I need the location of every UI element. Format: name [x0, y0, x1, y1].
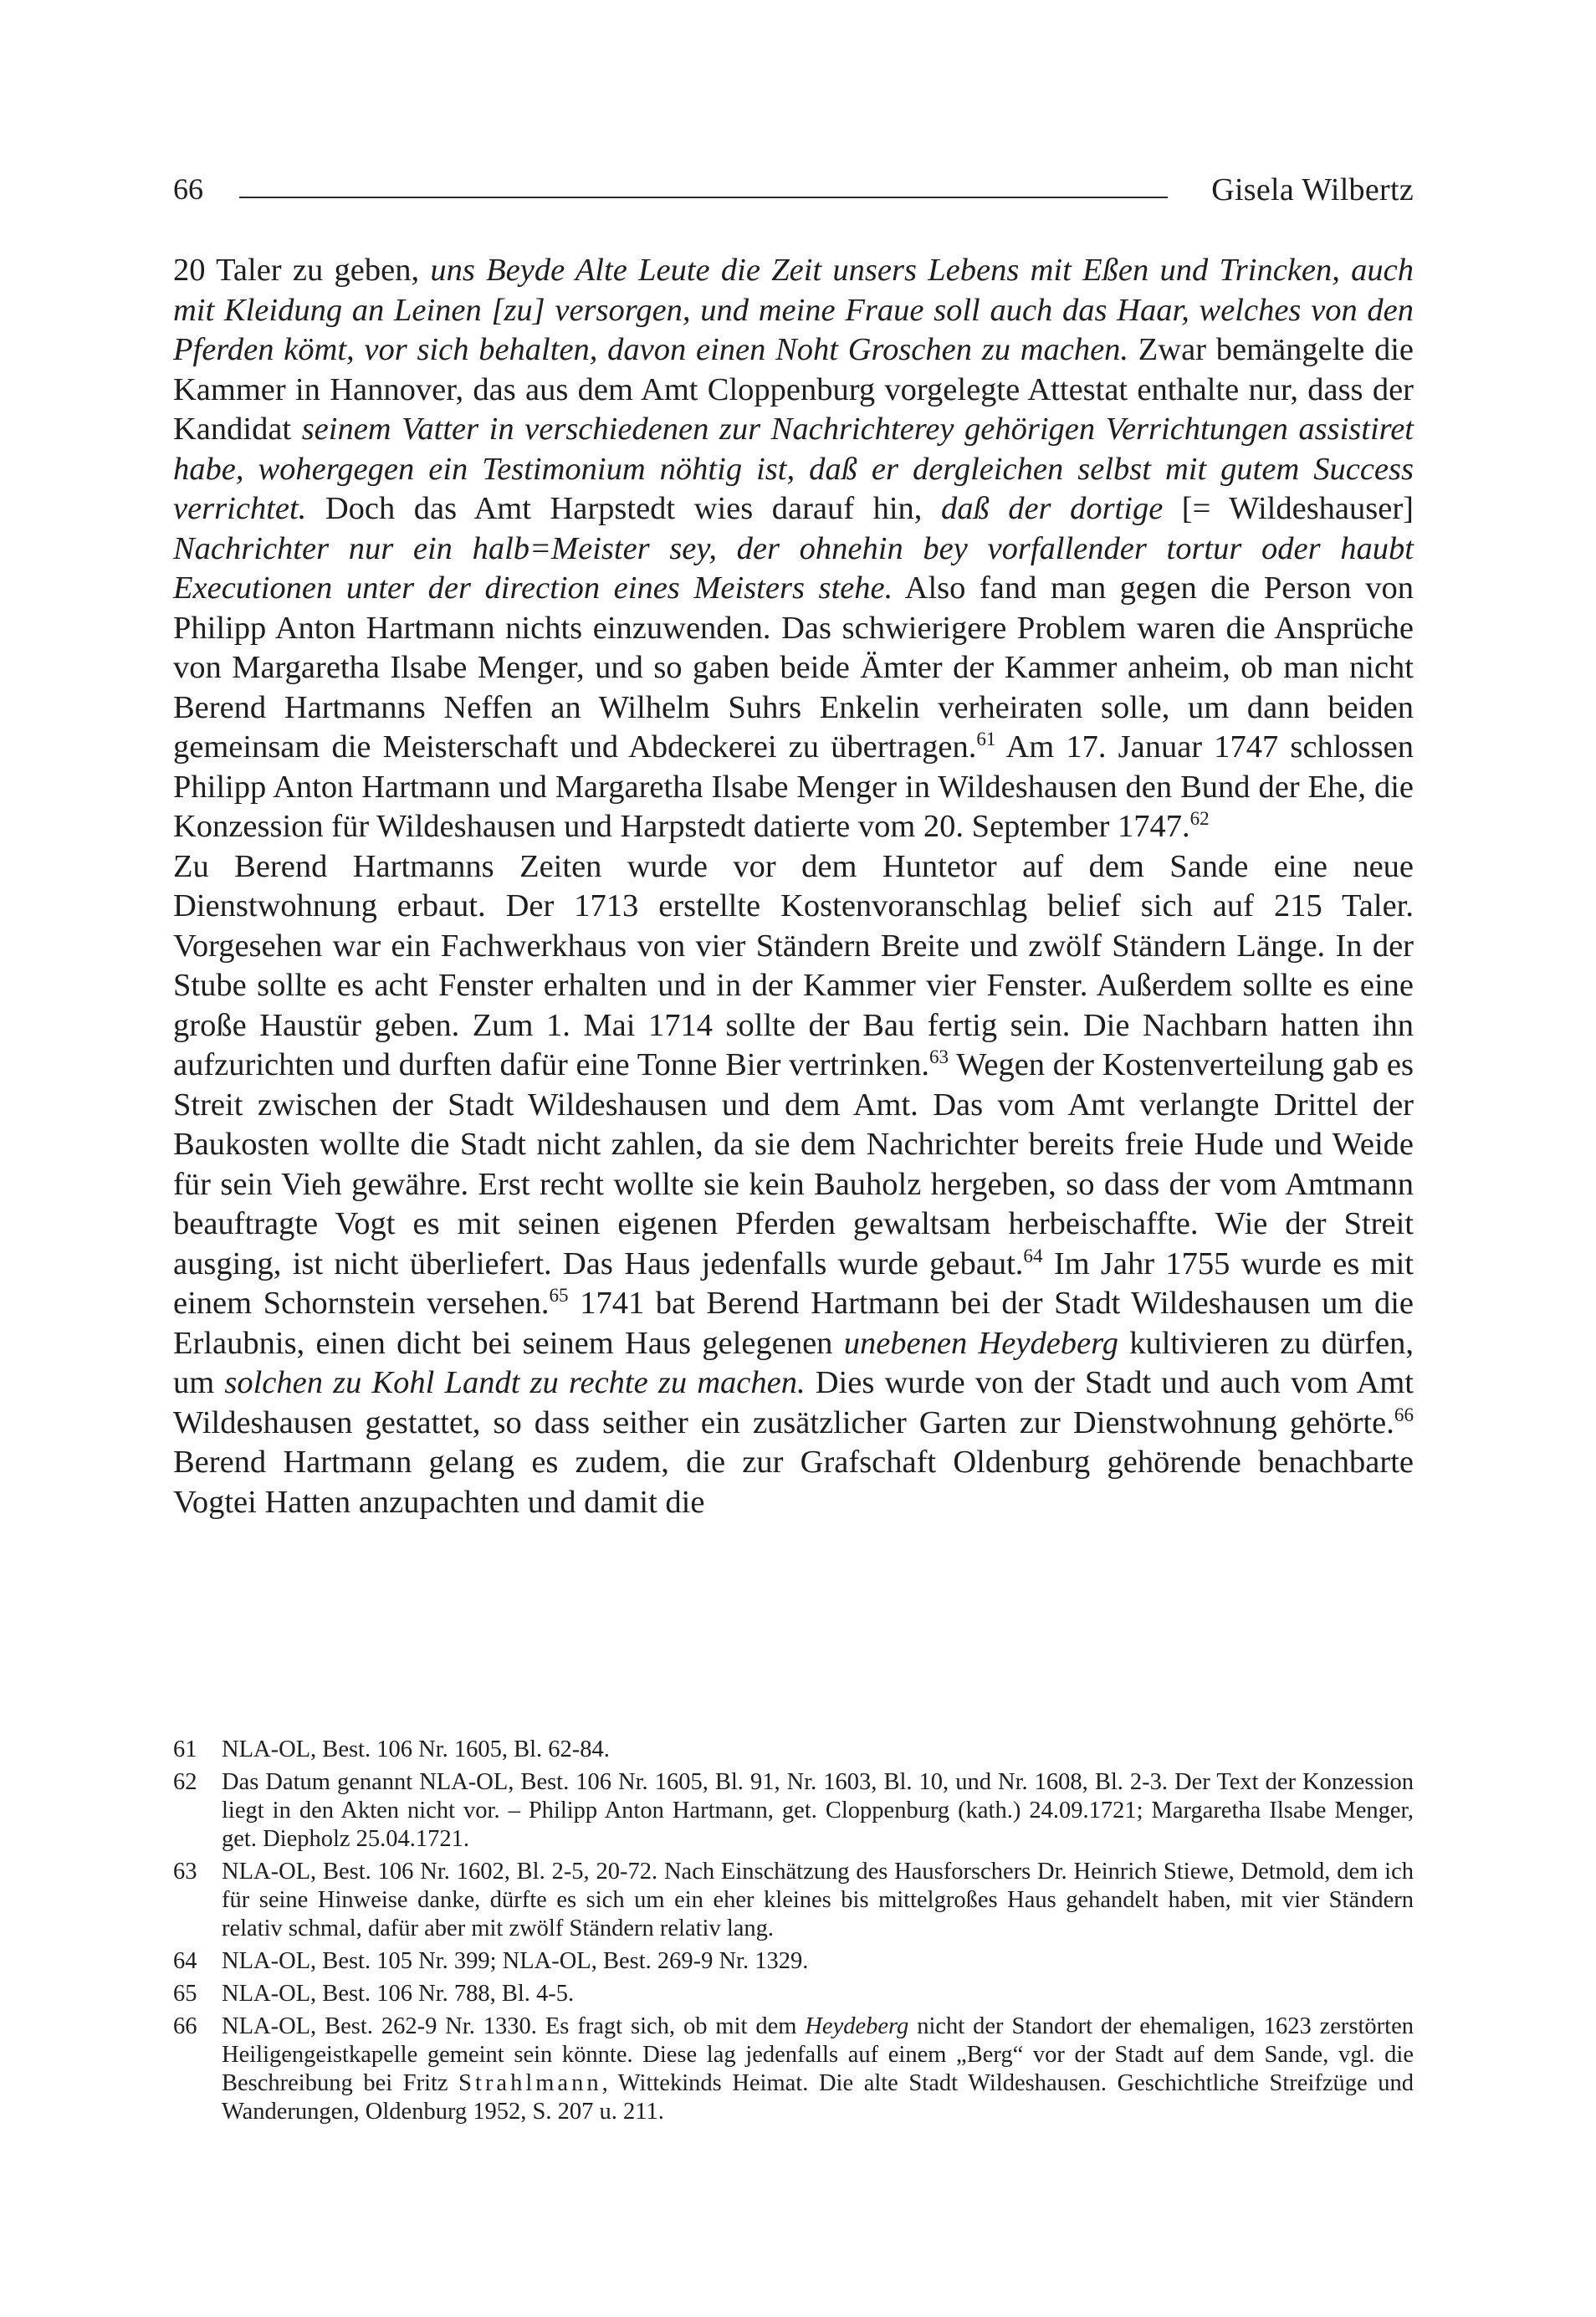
footnote-text: NLA-OL, Best. 106 Nr. 1602, Bl. 2-5, 20-72. Nach Einschätzung des Hausforschers Dr. Heinrich Stiewe, Detmold, dem ich für seine Hinweise danke, dürfte es sich um ein eher kleines bis mittelgroßes Haus gehandelt haben, mit vier Ständern relativ schmal, dafür aber mit zwölf Ständern relativ lang.	[222, 1859, 1414, 1941]
footnote-63	[173, 1858, 1414, 1943]
footnote-65	[173, 1980, 1414, 2008]
text-run: Dies wurde von der Stadt und auch vom Amt Wildeshausen gestattet, so dass seither ein zusätzlicher Garten zur Dienstwohnung gehörte.	[173, 1365, 1414, 1440]
footnote-text: Das Datum genannt NLA-OL, Best. 106 Nr. 1605, Bl. 91, Nr. 1603, Bl. 10, und Nr. 1608, Bl. 2-3. Der Text der Konzession liegt in den Akten nicht vor. – Philipp Anton Hartmann, get. Cloppenburg (kath.) 24.09.1721; Margaretha Ilsabe Menger, get. Diepholz 25.04.1721.	[222, 1769, 1414, 1852]
footnote-66	[173, 2013, 1414, 2126]
running-head-author: Gisela Wilbertz	[1211, 172, 1414, 207]
footnote-64	[173, 1947, 1414, 1976]
paragraph-2	[173, 847, 1414, 1523]
footnote-number: 62	[173, 1769, 197, 1795]
footnote-ref-63[interactable]: 63	[928, 1046, 949, 1068]
footnote-62	[173, 1768, 1414, 1854]
quote-italic: seinem Vatter in verschiedenen zur Nachrichterey gehörigen Verrichtungen assistiret habe, wohergegen ein Testimonium nöhtig ist, daß er dergleichen selbst mit gutem Success verrichtet.	[173, 412, 1414, 526]
author-name-spaced: Strahlmann	[458, 2070, 602, 2096]
quote-italic: unebenen Heydeberg	[843, 1325, 1118, 1361]
text-run: Doch das Amt Harpstedt wies darauf hin,	[306, 491, 941, 526]
text-run: , Wittekinds Heimat. Die alte Stadt Wildeshausen. Geschichtliche Streifzüge und Wanderungen, Oldenburg 1952, S. 207 u. 211.	[222, 2070, 1414, 2125]
footnote-text: NLA-OL, Best. 106 Nr. 1605, Bl. 62-84.	[222, 1736, 610, 1762]
text-run: 1741 bat Berend Hartmann bei der Stadt Wildeshausen um die Erlaubnis, einen dicht bei seinem Haus gelegenen	[173, 1286, 1414, 1361]
footnote-61	[173, 1736, 1414, 1764]
text-run: Zu Berend Hartmanns Zeiten wurde vor dem Huntetor auf dem Sande eine neue Dienstwohnung erbaut. Der 1713 erstellte Kostenvoranschlag belief sich auf 215 Taler. Vorgesehen war ein Fachwerkhaus von vier Ständern Breite und zwölf Ständern Länge. In der Stube sollte es acht Fenster erhalten und in der Kammer vier Fenster. Außerdem sollte es eine große Haustür geben. Zum 1. Mai 1714 sollte der Bau fertig sein. Die Nachbarn hatten ihn aufzurichten und durften dafür eine Tonne Bier vertrinken.	[173, 848, 1414, 1082]
footnote-ref-62[interactable]: 62	[1189, 807, 1210, 830]
quote-italic: Heydeberg	[805, 2013, 909, 2039]
page-number: 66	[173, 172, 203, 206]
footnote-number: 66	[173, 2013, 197, 2039]
quote-italic: Nachrichter nur ein halb=Meister sey, der ohnehin bey vorfallender tortur oder haubt Executionen unter der direction eines Meisters stehe.	[173, 530, 1414, 606]
text-run: nicht der Standort der ehemaligen, 1623 zerstörten Heiligengeistkapelle gemeint sein könnte. Diese lag jedenfalls auf einem „Berg“ vor der Stadt auf dem Sande, vgl. die Beschreibung bei Fritz	[222, 2013, 1414, 2096]
footnote-number: 65	[173, 1981, 197, 2007]
text-run: Also fand man gegen die Person von Philipp Anton Hartmann nichts einzuwenden. Das schwierigere Problem waren die Ansprüche von Margaretha Ilsabe Menger, und so gaben beide Ämter der Kammer anheim, ob man nicht Berend Hartmanns Neffen an Wilhelm Suhrs Enkelin verheiraten solle, um dann beiden gemeinsam die Meisterschaft und Abdeckerei zu übertragen.	[173, 570, 1414, 765]
quote-italic: solchen zu Kohl Landt zu rechte zu machen.	[224, 1365, 806, 1400]
text-run: Wegen der Kostenverteilung gab es Streit zwischen der Stadt Wildeshausen und dem Amt. Das vom Amt verlangte Drittel der Baukosten wollte die Stadt nicht zahlen, da sie dem Nachrichter bereits freie Hude und Weide für sein Vieh gewähre. Erst recht wollte sie kein Bauholz hergeben, so dass der vom Amtmann beauftragte Vogt es mit seinen eigenen Pferden gewaltsam herbeischaffte. Wie der Streit ausging, ist nicht überliefert. Das Haus jedenfalls wurde gebaut.	[173, 1047, 1414, 1281]
text-run: NLA-OL, Best. 262-9 Nr. 1330. Es fragt sich, ob mit dem	[222, 2013, 806, 2039]
paragraph-1	[173, 251, 1414, 847]
footnotes	[173, 1736, 1414, 2130]
footnote-text	[222, 2013, 1414, 2126]
footnote-number: 64	[173, 1948, 197, 1974]
footnote-text: NLA-OL, Best. 106 Nr. 788, Bl. 4-5.	[222, 1981, 575, 2007]
text-run: [= Wildeshauser]	[1163, 491, 1414, 526]
header-rule	[239, 197, 1168, 198]
text-run: kultivieren zu dürfen, um	[173, 1325, 1414, 1400]
text-run: Berend Hartmann gelang es zudem, die zur Grafschaft Oldenburg gehörende benachbarte Vogtei Hatten anzupachten und damit die	[173, 1445, 1414, 1520]
text-run: Zwar bemängelte die Kammer in Hannover, das aus dem Amt Cloppenburg vorgelegte Attestat enthalte nur, dass der Kandidat	[173, 332, 1414, 447]
text-run: 20 Taler zu geben,	[173, 253, 431, 288]
footnote-ref-64[interactable]: 64	[1023, 1244, 1043, 1266]
text-run: Im Jahr 1755 wurde es mit einem Schornstein versehen.	[173, 1245, 1414, 1321]
body-text	[173, 251, 1414, 1522]
footnote-number: 61	[173, 1736, 197, 1762]
footnote-ref-66[interactable]: 66	[1394, 1403, 1414, 1425]
footnote-text: NLA-OL, Best. 105 Nr. 399; NLA-OL, Best. 269-9 Nr. 1329.	[222, 1948, 809, 1974]
text-run: Am 17. Januar 1747 schlossen Philipp Anton Hartmann und Margaretha Ilsabe Menger in Wildeshausen den Bund der Ehe, die Konzession für Wildeshausen und Harpstedt datierte vom 20. September 1747.	[173, 729, 1414, 844]
footnote-ref-65[interactable]: 65	[549, 1284, 569, 1307]
footnote-number: 63	[173, 1859, 197, 1885]
quote-italic: uns Beyde Alte Leute die Zeit unsers Lebens mit Eßen und Trincken, auch mit Kleidung an Leinen [zu] versorgen, und meine Fraue soll auch das Haar, welches von den Pferden kömt, vor sich behalten, davon einen Noht Groschen zu machen.	[173, 253, 1414, 367]
footnote-ref-61[interactable]: 61	[976, 728, 996, 750]
quote-italic: daß der dortige	[940, 491, 1164, 526]
